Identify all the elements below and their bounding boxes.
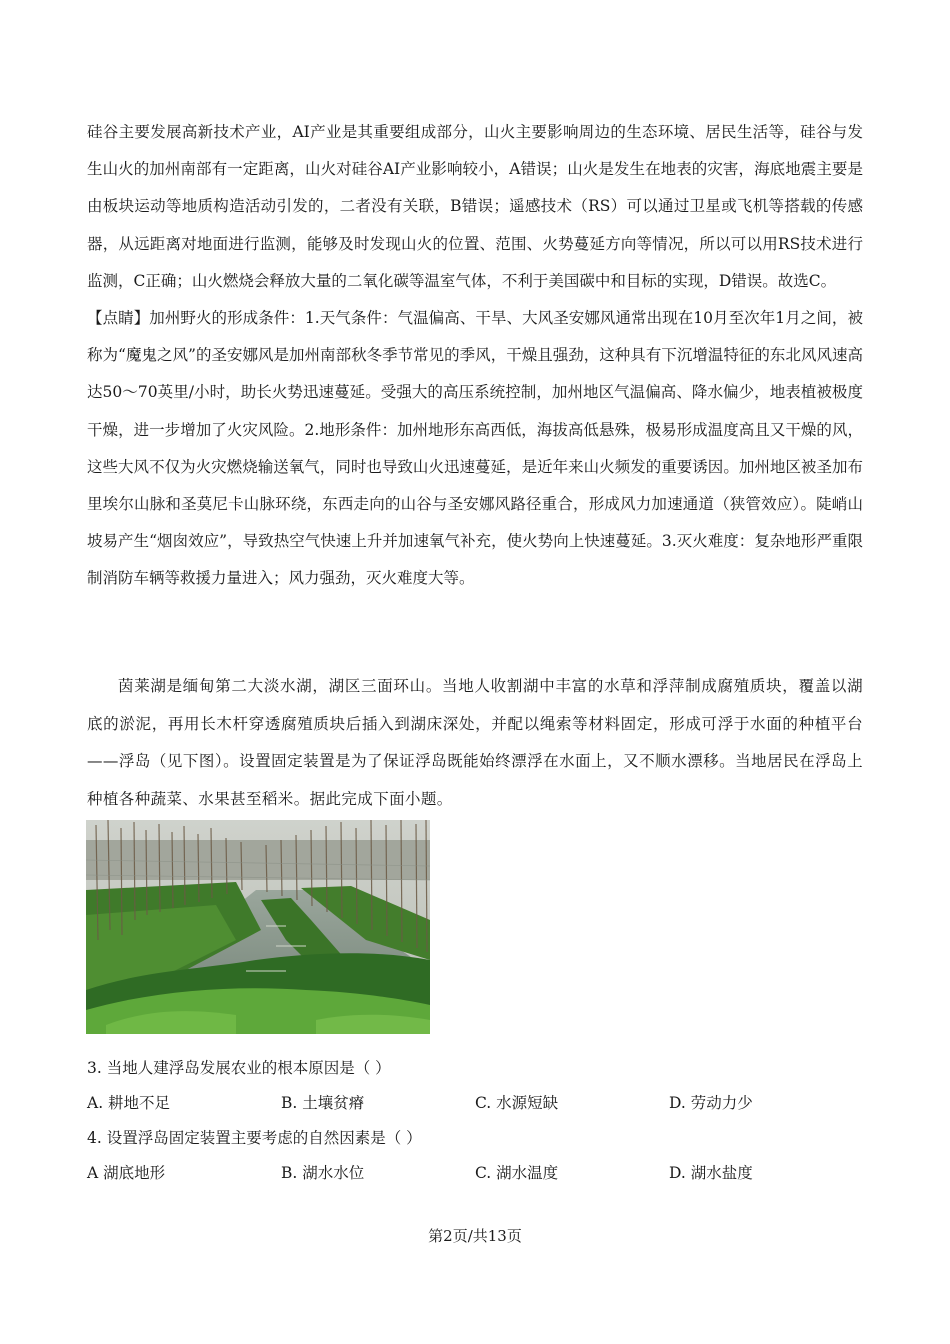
question-4-stem: 4. 设置浮岛固定装置主要考虑的自然因素是（ ）	[87, 1129, 422, 1147]
tip-paragraph: 【点睛】加州野火的形成条件：1.天气条件：气温偏高、干旱、大风圣安娜风通常出现在10月至次年1月之间，被称为“魔鬼之风”的圣安娜风是加州南部秋冬季节常见的季风，干燥且强劲，这种具有下沉增温特征的东北风风速高达50〜70英里/小时，助长火势迅速蔓延。受强大的高压系统控制，加州地区气温偏高、降水偏少，地表植被极度干燥，进一步增加了火灾风险。2.地形条件：加州地形东高西低，海拔高低悬殊，极易形成温度高且又干燥的风，这些大风不仅为火灾燃烧输送氧气，同时也导致山火迅速蔓延，是近年来山火频发的重要诱因。加州地区被圣加布里埃尔山脉和圣莫尼卡山脉环绕，东西走向的山谷与圣安娜风路径重合，形成风力加速通道（狭管效应）。陡峭山坡易产生“烟囱效应”，导致热空气快速上升并加速氧气补充，使火势向上快速蔓延。3.灭火难度：复杂地形严重限制消防车辆等救援力量进入；风力强劲，灭火难度大等。	[87, 309, 863, 588]
question-3-option-d[interactable]: D. 劳动力少	[669, 1094, 753, 1112]
question-3-option-c[interactable]: C. 水源短缺	[475, 1094, 559, 1112]
question-4-option-a[interactable]: A 湖底地形	[87, 1164, 166, 1182]
passage-text: 茵莱湖是缅甸第二大淡水湖，湖区三面环山。当地人收割湖中丰富的水草和浮萍制成腐殖质块，覆盖以湖底的淤泥，再用长木杆穿透腐殖质块后插入到湖床深处，并配以绳索等材料固定，形成可浮于水面的种植平台——浮岛（见下图）。设置固定装置是为了保证浮岛既能始终漂浮在水面上，又不顺水漂移。当地居民在浮岛上种植各种蔬菜、水果甚至稻米。据此完成下面小题。	[87, 677, 863, 808]
question-3-option-b[interactable]: B. 土壤贫瘠	[281, 1094, 365, 1112]
floating-island-photo	[86, 820, 430, 1034]
question-4-option-b[interactable]: B. 湖水水位	[281, 1164, 365, 1182]
analysis-paragraph: 硅谷主要发展高新技术产业，AI产业是其重要组成部分，山火主要影响周边的生态环境、居民生活等，硅谷与发生山火的加州南部有一定距离，山火对硅谷AI产业影响较小，A错误；山火是发生在地表的灾害，海底地震主要是由板块运动等地质构造活动引发的，二者没有关联，B错误；遥感技术（RS）可以通过卫星或飞机等搭载的传感器，从远距离对地面进行监测，能够及时发现山火的位置、范围、火势蔓延方向等情况，所以可以用RS技术进行监测，C正确；山火燃烧会释放大量的二氧化碳等温室气体，不利于美国碳中和目标的实现，D错误。故选C。	[87, 123, 863, 290]
reading-passage	[87, 668, 863, 818]
question-3-option-a[interactable]: A. 耕地不足	[87, 1094, 171, 1112]
page-number-footer: 第2页/共13页	[428, 1227, 522, 1245]
question-3-stem: 3. 当地人建浮岛发展农业的根本原因是（ ）	[87, 1059, 391, 1077]
answer-analysis	[87, 114, 863, 598]
question-4-option-c[interactable]: C. 湖水温度	[475, 1164, 559, 1182]
question-4-option-d[interactable]: D. 湖水盐度	[669, 1164, 753, 1182]
